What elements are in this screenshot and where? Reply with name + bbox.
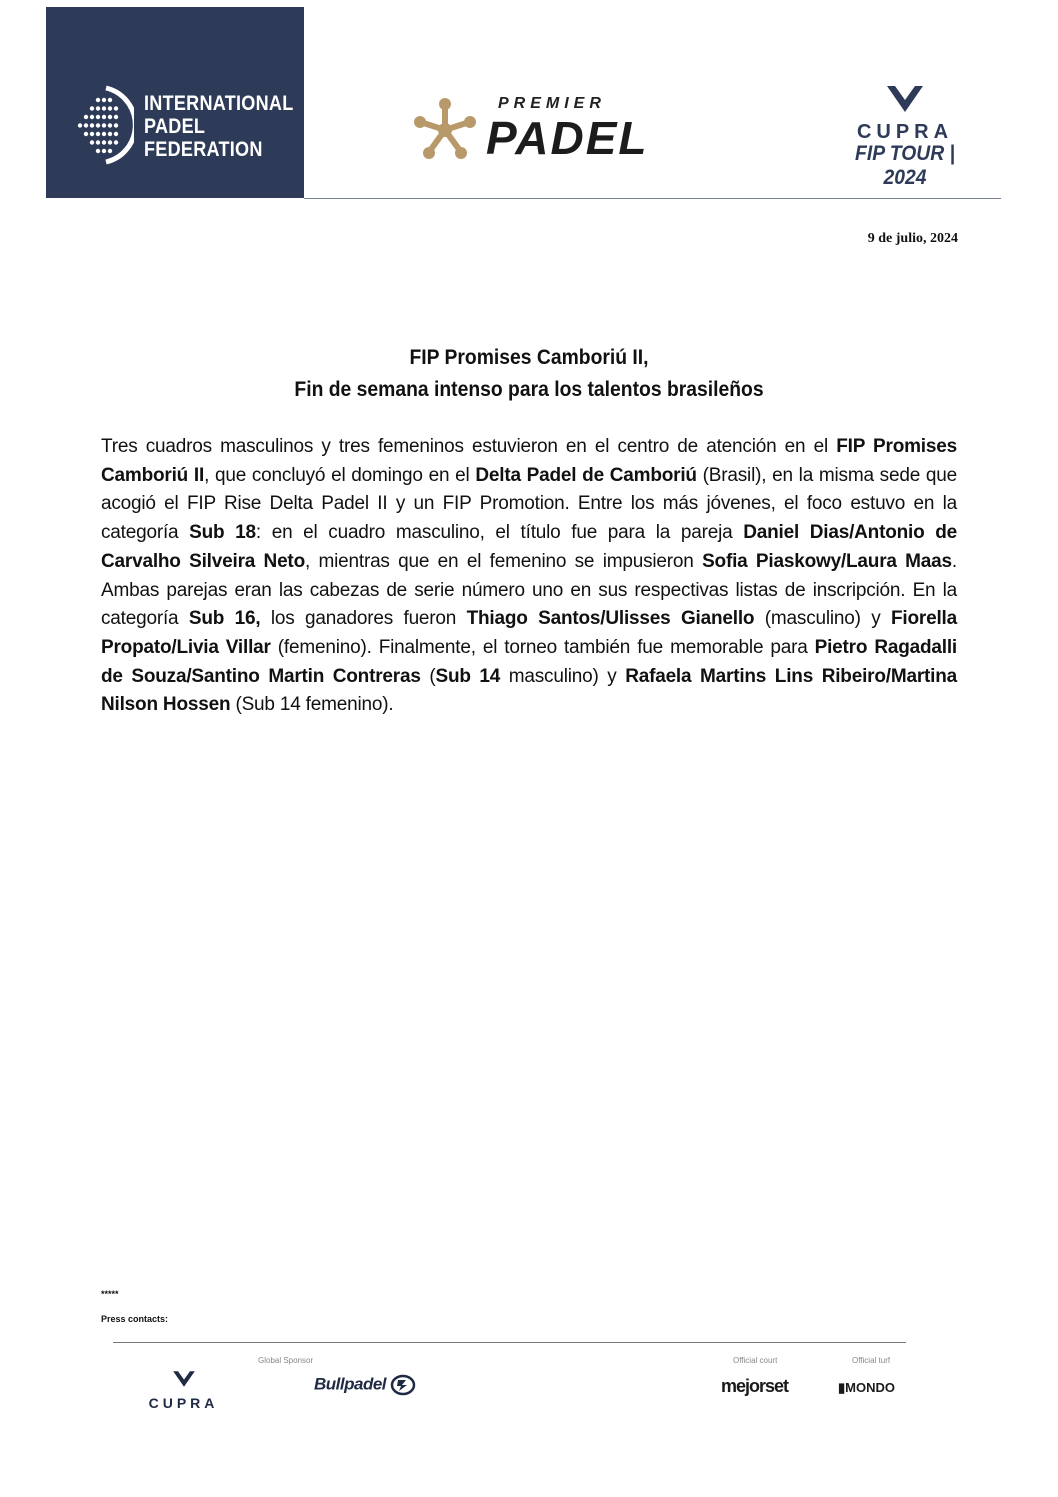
ipf-line-3: FEDERATION: [144, 138, 263, 161]
document-date: 9 de julio, 2024: [867, 231, 958, 246]
body-text-run: Tres cuadros masculinos y tres femeninos estuvieron en el centro de atención en el: [101, 436, 837, 457]
body-text-run: , que concluyó el domingo en el: [204, 464, 476, 486]
ipf-line-2: PADEL: [144, 115, 206, 138]
cupra-emblem-icon: [172, 1370, 196, 1388]
global-sponsor-label: Global Sponsor: [258, 1356, 314, 1365]
body-bold-run: Daniel Dias/Antonio de Carvalho Silveira Neto: [101, 522, 958, 572]
body-text-run: (: [420, 665, 436, 687]
footer-cupra-wordmark: CUPRA: [148, 1395, 219, 1411]
body-text-run: . Ambas parejas eran las cabezas de serie número uno en sus respectivas listas de inscripción. En la categoría: [101, 550, 957, 630]
premier-padel-flower-icon: [410, 95, 480, 165]
official-turf-label: Official turf: [852, 1356, 891, 1365]
cupra-fip-tour-logo: [830, 84, 980, 189]
mondo-wordmark: MONDO: [845, 1380, 895, 1395]
footer-mejorset-logo: mejorset: [721, 1376, 789, 1396]
footer-cupra-logo: [136, 1370, 231, 1411]
separator-stars: *****: [101, 1289, 119, 1299]
body-bold-run: Sofia Piaskowy/Laura Maas: [702, 550, 952, 572]
body-bold-run: FIP Promises Camboriú II: [101, 436, 957, 486]
body-text-run: los ganadores fueron: [260, 608, 467, 630]
premier-padel-logo: [410, 95, 710, 165]
cupra-emblem-icon: [885, 84, 925, 114]
official-court-label: Official court: [733, 1356, 778, 1365]
body-text-run: (Sub 14 femenino).: [230, 694, 394, 716]
ipf-line-1: INTERNATIONAL: [144, 92, 294, 115]
bullpadel-wordmark: Bullpadel: [314, 1374, 387, 1394]
body-text-run: : en el cuadro masculino, el título fue para la pareja: [255, 522, 744, 544]
footer-bullpadel-logo: [314, 1374, 416, 1396]
footer-mondo-logo: [838, 1380, 895, 1396]
footer-divider: [113, 1342, 906, 1343]
ipf-logo-panel: [46, 7, 304, 198]
body-bold-run: Sub 14: [435, 665, 501, 687]
body-bold-run: Fiorella Propato/Livia Villar: [101, 608, 957, 658]
body-bold-run: Thiago Santos/Ulisses Gianello: [466, 608, 755, 630]
body-text-run: , mientras que en el femenino se impusieron: [304, 550, 703, 572]
bullpadel-emblem-icon: [390, 1374, 416, 1396]
body-bold-run: Pietro Ragadalli de Souza/Santino Martin Contreras: [101, 636, 957, 687]
cupra-wordmark: CUPRA: [856, 121, 954, 143]
body-bold-run: Sub 16,: [188, 608, 261, 630]
premier-wordmark: PREMIER: [498, 95, 606, 112]
title-line-1: FIP Promises Camboriú II,: [409, 346, 649, 369]
body-text-run: (masculino) y: [754, 608, 892, 630]
body-text-run: (femenino). Finalmente, el torneo también fue memorable para: [270, 636, 815, 658]
document-title: [100, 342, 958, 406]
padel-wordmark: PADEL: [486, 112, 649, 164]
body-text-run: (Brasil), en la misma sede que acogió el FIP Rise Delta Padel II y un FIP Promotion. Entre los más jóvenes, el foco estuvo en la categoría: [101, 464, 957, 544]
header-divider: [304, 198, 1001, 199]
body-text-run: masculino) y: [500, 665, 626, 687]
body-bold-run: Delta Padel de Camboriú: [475, 464, 697, 486]
fip-tour-wordmark: FIP TOUR | 2024: [855, 142, 955, 189]
body-paragraph: [101, 433, 957, 720]
padel-racket-icon: [76, 84, 134, 166]
press-contacts-label: Press contacts:: [101, 1314, 169, 1324]
title-line-2: Fin de semana intenso para los talentos brasileños: [294, 378, 764, 401]
body-bold-run: Sub 18: [189, 522, 256, 544]
body-bold-run: Rafaela Martins Lins Ribeiro/Martina Nilson Hossen: [101, 665, 957, 716]
mondo-stripes-icon: ▮: [838, 1380, 846, 1395]
